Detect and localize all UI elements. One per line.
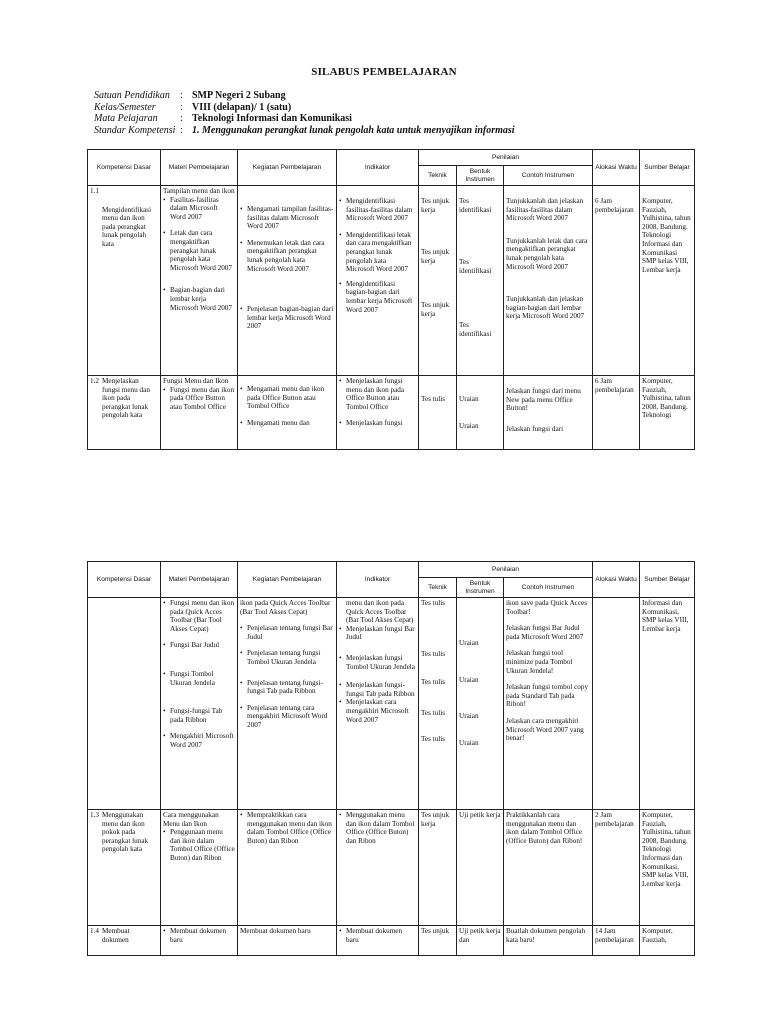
- list-item: • Penjelasan tentang cara mengakhiri Microsoft Word 2007: [240, 704, 334, 730]
- list-item: Jelaskan fungsi Bar Judul pada Microsoft Word 2007: [506, 624, 584, 641]
- list-item: Fungsi Menu dan Ikon: [163, 377, 229, 385]
- contoh-cell: [504, 186, 593, 376]
- kd-cell: [88, 376, 161, 450]
- list-item: Uraian: [459, 639, 479, 647]
- teknik-cell: [419, 186, 457, 376]
- kd-item: 1.3 Menggunakan menu dan ikon pokok pada perangkat lunak pengolah kata: [90, 811, 149, 854]
- alokasi-cell: [593, 376, 640, 450]
- bentuk-cell: [457, 810, 504, 926]
- header-penilaian: Penilaian: [419, 150, 593, 166]
- meta-row: [94, 102, 515, 114]
- list-item: • Menggunakan menu dan ikon dalam Tombol Office (Office Buton) dan Ribon: [339, 811, 416, 845]
- header-bentuk: Bentuk Instrumen: [457, 578, 504, 598]
- alokasi-value: 6 Jam pembelajaran: [595, 377, 634, 394]
- header-bentuk: Bentuk Instrumen: [457, 166, 504, 186]
- list-item: • Mengamati menu dan ikon pada Office Button atau Tombol Office: [240, 385, 334, 411]
- meta-separator: :: [180, 113, 183, 124]
- teknik-cell: [419, 376, 457, 450]
- teknik-cell: [419, 810, 457, 926]
- list-item: • Mempraktikkan cara menggunakan menu dan ikon dalam Tombol Office (Office Buton) dan Ribon: [240, 811, 334, 845]
- header-contoh: Contoh Instrumen: [504, 578, 593, 598]
- list-item: • Fungsi menu dan ikon pada Quick Acces Toolbar (Bar Tool Akses Cepat): [163, 599, 235, 633]
- list-item: • Fungsi menu dan ikon pada Office Button atau Tombol Office: [163, 386, 235, 412]
- kegiatan-cell: [238, 186, 337, 376]
- kd-text: Mengidentifikasi menu dan ikon pada perangkat lunak pengolah kata: [102, 205, 152, 248]
- list-item: menu dan ikon pada Quick Acces Toolbar (Bar Tool Akses Cepat): [346, 599, 414, 625]
- kd-item: 1.4 Membuat dokumen: [90, 927, 130, 944]
- list-item: Tes unjuk kerja: [421, 248, 450, 265]
- list-item: Tes identifikasi: [459, 321, 492, 338]
- list-item: • Menemukan letak dan cara mengaktifkan perangkat lunak pengolah kata Microsoft Word 2007: [240, 239, 334, 273]
- header-materi: Materi Pembelajaran: [161, 562, 238, 598]
- indikator-cell: [337, 376, 419, 450]
- list-item: Tampilan menu dan ikon: [163, 187, 235, 195]
- header-sumber: Sumber Belajar: [640, 562, 695, 598]
- table-row: [88, 926, 695, 956]
- contoh-cell: [504, 810, 593, 926]
- materi-cell: [161, 810, 238, 926]
- meta-value: SMP Negeri 2 Subang: [192, 90, 286, 101]
- header-materi: Materi Pembelajaran: [161, 150, 238, 186]
- alokasi-cell: [593, 598, 640, 810]
- contoh-cell: [504, 598, 593, 810]
- alokasi-cell: [593, 926, 640, 956]
- indikator-cell: [337, 186, 419, 376]
- alokasi-cell: [593, 186, 640, 376]
- list-item: • Mengamati tampilan fasilitas-fasilitas dalam Microsoft Word 2007: [240, 205, 334, 231]
- table-row: [88, 598, 695, 810]
- meta-row: [94, 113, 515, 125]
- header-contoh: Contoh Instrumen: [504, 166, 593, 186]
- sumber-value: Komputer, Fauziah, Yulhistina, tahun 2008, Bandung. Teknologi Informasi dan Komunikasi SMP kelas VIII, Lembar kerja: [642, 197, 691, 274]
- sumber-value: Komputer, Fauziah, Yulhistina, tahun 2008, Bandung. Teknologi Informasi dan Komunikasi, SMP kelas VIII, Lembar kerja: [642, 811, 691, 888]
- bentuk-cell: [457, 186, 504, 376]
- list-item: • Fungsi Tombol Ukuran Jendela: [163, 670, 235, 687]
- list-item: Tes tulis: [421, 678, 446, 687]
- kd-item: 1.2 Menjelaskan fungsi menu dan ikon pada perangkat lunak pengolah kata: [90, 377, 150, 420]
- list-item: Tunjukkanlah dan jelaskan fasilitas-fasilitas dalam Microsoft Word 2007: [506, 197, 584, 223]
- sumber-cell: [640, 186, 695, 376]
- list-item: • Fungsi-fungsi Tab pada Ribbon: [163, 707, 235, 724]
- kd-number: 1.1: [90, 187, 99, 195]
- indikator-cell: [337, 810, 419, 926]
- meta-separator: :: [180, 124, 183, 136]
- header-sumber: Sumber Belajar: [640, 150, 695, 186]
- list-item: • Menjelaskan fungsi Bar Judul: [339, 625, 416, 642]
- teknik-cell: [419, 926, 457, 956]
- sumber-value: Informasi dan Komunikasi, SMP kelas VIII, Lembar kerja: [642, 599, 689, 633]
- list-item: Tes tulis: [421, 708, 446, 717]
- list-item: • Penjelasan tentang fungsi Tombol Ukuran Jendela: [240, 649, 334, 666]
- list-item: • Menjelaskan fungsi: [339, 419, 416, 428]
- meta-separator: :: [180, 90, 183, 101]
- meta-value: 1. Menggunakan perangkat lunak pengolah kata untuk menyajikan informasi: [192, 124, 515, 136]
- list-item: • Penjelasan bagian-bagian dari lembar kerja Microsoft Word 2007: [240, 305, 334, 331]
- alokasi-value: 6 Jam pembelajaran: [595, 197, 634, 214]
- teknik-cell: [419, 598, 457, 810]
- header-teknik: Teknik: [419, 578, 457, 598]
- list-item: • Mengidentifikasi fasilitas-fasilitas dalam Microsoft Word 2007: [339, 197, 416, 223]
- list-item: Uraian: [459, 421, 479, 430]
- table-row: [88, 810, 695, 926]
- contoh-cell: [504, 926, 593, 956]
- sumber-cell: [640, 810, 695, 926]
- list-item: • Mengidentifikasi letak dan cara mengaktifkan perangkat lunak pengolah kata Microsoft Word 2007: [339, 231, 416, 274]
- kegiatan-cell: [238, 376, 337, 450]
- list-item: Uraian: [459, 738, 479, 747]
- list-item: • Mengamati menu dan: [240, 419, 334, 428]
- list-item: • Menjelaskan cara mengakhiri Microsoft Word 2007: [339, 698, 416, 724]
- list-item: Uraian: [459, 675, 479, 684]
- list-item: Tes tulis: [421, 649, 446, 658]
- list-item: Tes tulis: [421, 599, 446, 607]
- materi-cell: [161, 376, 238, 450]
- contoh-cell: [504, 376, 593, 450]
- table-row: [88, 186, 695, 376]
- bentuk-cell: [457, 926, 504, 956]
- bentuk-cell: [457, 598, 504, 810]
- list-item: • Penggunaan menu dan ikon dalam Tombol Office (Office Buton) dan Ribon: [163, 828, 235, 862]
- list-item: Tes unjuk kerja: [421, 301, 450, 318]
- sumber-cell: [640, 376, 695, 450]
- list-item: • Penjelasan tentang fungsi-fungsi Tab pada Ribbon: [240, 679, 334, 696]
- header-kompetensi-dasar: Kompetensi Dasar: [88, 150, 161, 186]
- list-item: • Fasilitas-fasilitas dalam Microsoft Word 2007: [163, 196, 235, 222]
- document-meta: [94, 90, 515, 136]
- materi-cell: [161, 926, 238, 956]
- materi-cell: [161, 186, 238, 376]
- meta-row: [94, 125, 515, 137]
- sumber-cell: [640, 926, 695, 956]
- list-item: • Fungsi Bar Judul: [163, 641, 235, 650]
- kegiatan-cell: [238, 598, 337, 810]
- list-item: ikon pada Quick Acces Toolbar (Bar Tool Akses Cepat): [240, 599, 331, 616]
- list-item: Jelaskan fungsi dari: [506, 424, 564, 433]
- header-alokasi: Alokasi Waktu: [593, 562, 640, 598]
- sumber-cell: [640, 598, 695, 810]
- list-item: Tunjukkanlah dan jelaskan bagian-bagian dari lembar kerja Microsoft Word 2007: [506, 295, 585, 321]
- header-alokasi: Alokasi Waktu: [593, 150, 640, 186]
- list-item: Jelaskan fungsi dari menu New pada menu Office Button!: [506, 387, 581, 413]
- list-item: ikon save pada Quick Acces Toolbar!: [506, 599, 588, 616]
- list-item: • Mengakhiri Microsoft Word 2007: [163, 732, 235, 749]
- list-item: • Menjelaskan fungsi-fungsi Tab pada Ribbon: [339, 681, 416, 698]
- kd-cell: [88, 598, 161, 810]
- list-item: Jelaskan fungsi tombol copy pada Standard Tab pada Ribon!: [506, 683, 589, 709]
- indikator-cell: [337, 598, 419, 810]
- kd-cell: [88, 810, 161, 926]
- list-item: Cara menggunakan Menu dan Ikon: [163, 811, 219, 828]
- meta-label: Standar Kompetensi: [94, 124, 176, 136]
- meta-row: [94, 90, 515, 102]
- indikator-cell: [337, 926, 419, 956]
- meta-label: Satuan Pendidikan: [94, 90, 170, 101]
- list-item: Praktikkanlah cara menggunakan menu dan ikon dalam Tombol Office (Office Buton) dan Ribon!: [506, 811, 583, 845]
- meta-label: Mata Pelajaran: [94, 113, 158, 124]
- list-item: Tes identifikasi: [459, 197, 492, 214]
- syllabus-table-1: [87, 149, 695, 450]
- list-item: Tes unjuk kerja: [421, 197, 450, 214]
- header-kompetensi-dasar: Kompetensi Dasar: [88, 562, 161, 598]
- header-indikator: Indikator: [337, 562, 419, 598]
- list-item: • Menjelaskan fungsi menu dan ikon pada Office Button atau Tombol Office: [339, 377, 416, 411]
- list-item: • Letak dan cara mengaktifkan perangkat lunak pengolah kata Microsoft Word 2007: [163, 229, 235, 272]
- list-item: Uraian: [459, 395, 479, 403]
- header-teknik: Teknik: [419, 166, 457, 186]
- list-item: Uji petik kerja: [459, 811, 501, 819]
- meta-value: VIII (delapan)/ 1 (satu): [192, 101, 292, 113]
- list-item: Tes unjuk: [421, 927, 450, 935]
- list-item: • Membuat dokumen baru: [339, 927, 416, 944]
- list-item: • Membuat dokumen baru: [163, 927, 235, 944]
- list-item: Tunjukkanlah letak dan cara mengaktifkan perangkat lunak pengolah kata Microsoft Word 2007: [506, 236, 588, 271]
- meta-value: Teknologi Informasi dan Komunikasi: [192, 113, 352, 124]
- list-item: Uji petik kerja dan: [459, 927, 501, 944]
- header-kegiatan: Kegiatan Pembelajaran: [238, 562, 337, 598]
- sumber-value: Komputer, Fauziah, Yulhistina, tahun 2008, Bandung. Teknologi: [642, 377, 691, 420]
- list-item: Tes tulis: [421, 735, 446, 744]
- meta-separator: :: [180, 101, 183, 113]
- list-item: Tes unjuk kerja: [421, 811, 450, 828]
- kd-cell: [88, 186, 161, 376]
- header-kegiatan: Kegiatan Pembelajaran: [238, 150, 337, 186]
- table-row: [88, 376, 695, 450]
- alokasi-value: 14 Jam pembelajaran: [595, 927, 634, 944]
- list-item: Jelaskan cara mengakhiri Microsoft Word 2007 yang benar!: [506, 716, 584, 743]
- kegiatan-cell: [238, 926, 337, 956]
- sumber-value: Komputer, Fauziah,: [642, 927, 673, 944]
- page-title: SILABUS PEMBELAJARAN: [311, 66, 457, 78]
- materi-cell: [161, 598, 238, 810]
- list-item: • Bagian-bagian dari lembar kerja Microsoft Word 2007: [163, 286, 235, 312]
- alokasi-cell: [593, 810, 640, 926]
- alokasi-value: 2 Jam pembelajaran: [595, 811, 634, 828]
- syllabus-table-2: [87, 561, 695, 956]
- bentuk-cell: [457, 376, 504, 450]
- header-penilaian: Penilaian: [419, 562, 593, 578]
- list-item: • Menjelaskan fungsi Tombol Ukuran Jendela: [339, 654, 416, 671]
- list-item: Tes tulis: [421, 395, 446, 403]
- kd-cell: [88, 926, 161, 956]
- list-item: • Mengidentifikasi bagian-bagian dari lembar kerja Microsoft Word 2007: [339, 280, 416, 314]
- meta-label: Kelas/Semester: [94, 101, 156, 113]
- kegiatan-cell: [238, 810, 337, 926]
- list-item: Uraian: [459, 712, 479, 721]
- list-item: Membuat dokumen baru: [240, 927, 311, 935]
- list-item: Jelaskan fungsi tool minimize pada Tombol Ukuran Jendela!: [506, 649, 573, 675]
- list-item: Buatlah dokumen pengolah kata baru!: [506, 927, 586, 944]
- list-item: Tes identifikasi: [459, 258, 492, 275]
- header-indikator: Indikator: [337, 150, 419, 186]
- list-item: • Penjelasan tentang fungsi Bar Judul: [240, 624, 334, 641]
